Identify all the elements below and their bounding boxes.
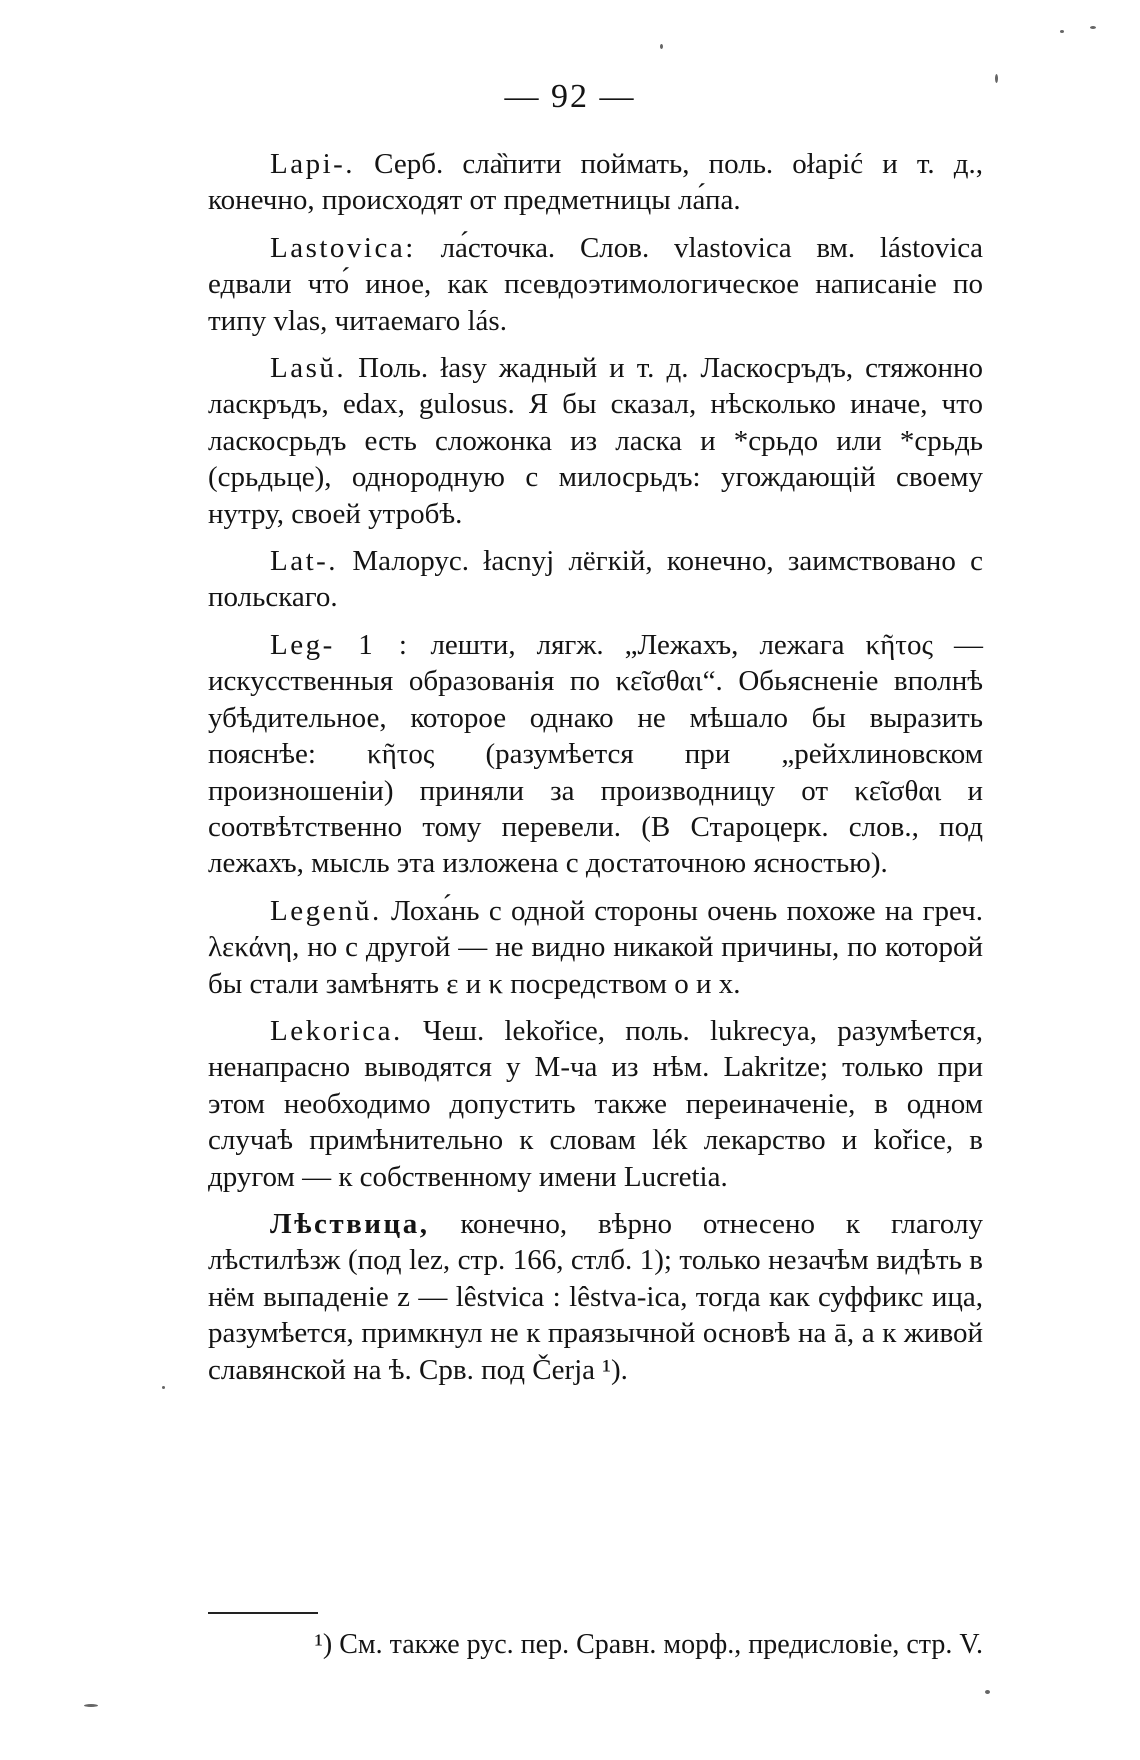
entry-headword: Legenŭ.	[270, 894, 382, 927]
entry-body: Малорус. łacnyj лёгкій, конечно, заимствовано с польскаго.	[208, 545, 983, 614]
scan-speck	[84, 1704, 98, 1707]
scan-speck	[1060, 30, 1064, 33]
entry-headword: Lat-.	[270, 545, 339, 578]
entry-leg-1	[208, 627, 983, 882]
entry-headword: Лѣствица,	[270, 1207, 430, 1240]
entry-body: Лоха́нь с одной стороны очень похоже на греч. λεκάνη, но с другой — не видно никакой причины, по которой бы стали замѣнять ε и κ посредством о и х.	[208, 894, 983, 1000]
entry-headword: Lasŭ.	[270, 352, 347, 385]
page-number: — 92 —	[504, 78, 636, 115]
entry-body: конечно, вѣрно отнесено к глаголу лѣстилѣзж (под lez, стр. 166, стлб. 1); только незачѣм видѣть в нём выпаденіе z — lêstvica : lêstva-ica, тогда как суффикс ица, разумѣется, примкнул не к праязычной основѣ на ā, а к живой славянской на ѣ. Срв. под Čerja ¹).	[208, 1207, 983, 1386]
scan-speck	[985, 1690, 990, 1694]
footnote-divider	[208, 1612, 318, 1614]
scan-speck	[162, 1386, 165, 1389]
entry-body: ла́сточка. Слов. vlastovica вм. lástovica едвали что́ иное, как псевдоэтимологическое написаніе по типу vlas, читаемаго lás.	[208, 231, 983, 337]
footnote: ¹) См. также рус. пер. Сравн. морф., предисловіе, стр. V.	[314, 1629, 983, 1660]
entry-headword: Lapi-.	[270, 148, 356, 180]
scan-speck	[995, 74, 998, 83]
entry-lat	[208, 543, 983, 616]
scan-speck	[1090, 26, 1096, 29]
entry-lasu	[208, 350, 983, 532]
entry-body: Чеш. lekořice, поль. lukrecya, разумѣется, ненапрасно выводятся у М-ча из нѣм. Lakritze; только при этом необходимо допустить также переиначеніе, в одном случаѣ примѣнительно к словам lék лекарство и kořice, в другом — к собственному имени Lucretia.	[208, 1014, 983, 1193]
scan-speck	[660, 44, 663, 49]
entry-body: Серб. сла̏пити поймать, поль. ołapić и т. д., конечно, происходят от предметницы ла́па.	[208, 148, 983, 217]
entry-body: Поль. łasy жадный и т. д. Ласкосръдъ, стяжонно ласкръдъ, edax, gulosus. Я бы сказал, нѣсколько иначе, что ласкосрьдъ есть сложонка из ласка и *срьдо или *срьдь (срьдьце), однородную с милосрьдъ: угождающій своему нутру, своей утробѣ.	[208, 352, 983, 530]
entry-lekorica	[208, 1013, 983, 1195]
dictionary-entries	[208, 146, 983, 1399]
entry-body: лешти, лягж. „Лежахъ, лежага κῆτος — искусственныя образованія по κεῖσθαι“. Обьясненіе вполнѣ убѣдительное, которое однако не мѣшало бы выразить пояснѣе: κῆτος (разумѣется при „рейхлиновском произношеніи) приняли за производницу от κεῖσθαι и соотвѣтственно тому перевели. (В Староцерк. слов., под лежахъ, мысль эта изложена с достаточною ясностью).	[208, 628, 983, 880]
entry-legenu	[208, 893, 983, 1002]
entry-lastovica	[208, 230, 983, 339]
entry-lestvica	[208, 1206, 983, 1388]
entry-headword: Lastovica:	[270, 231, 416, 264]
entry-headword: Leg- 1 :	[270, 628, 410, 661]
entry-lapi	[208, 146, 983, 219]
entry-headword: Lekorica.	[270, 1014, 403, 1047]
